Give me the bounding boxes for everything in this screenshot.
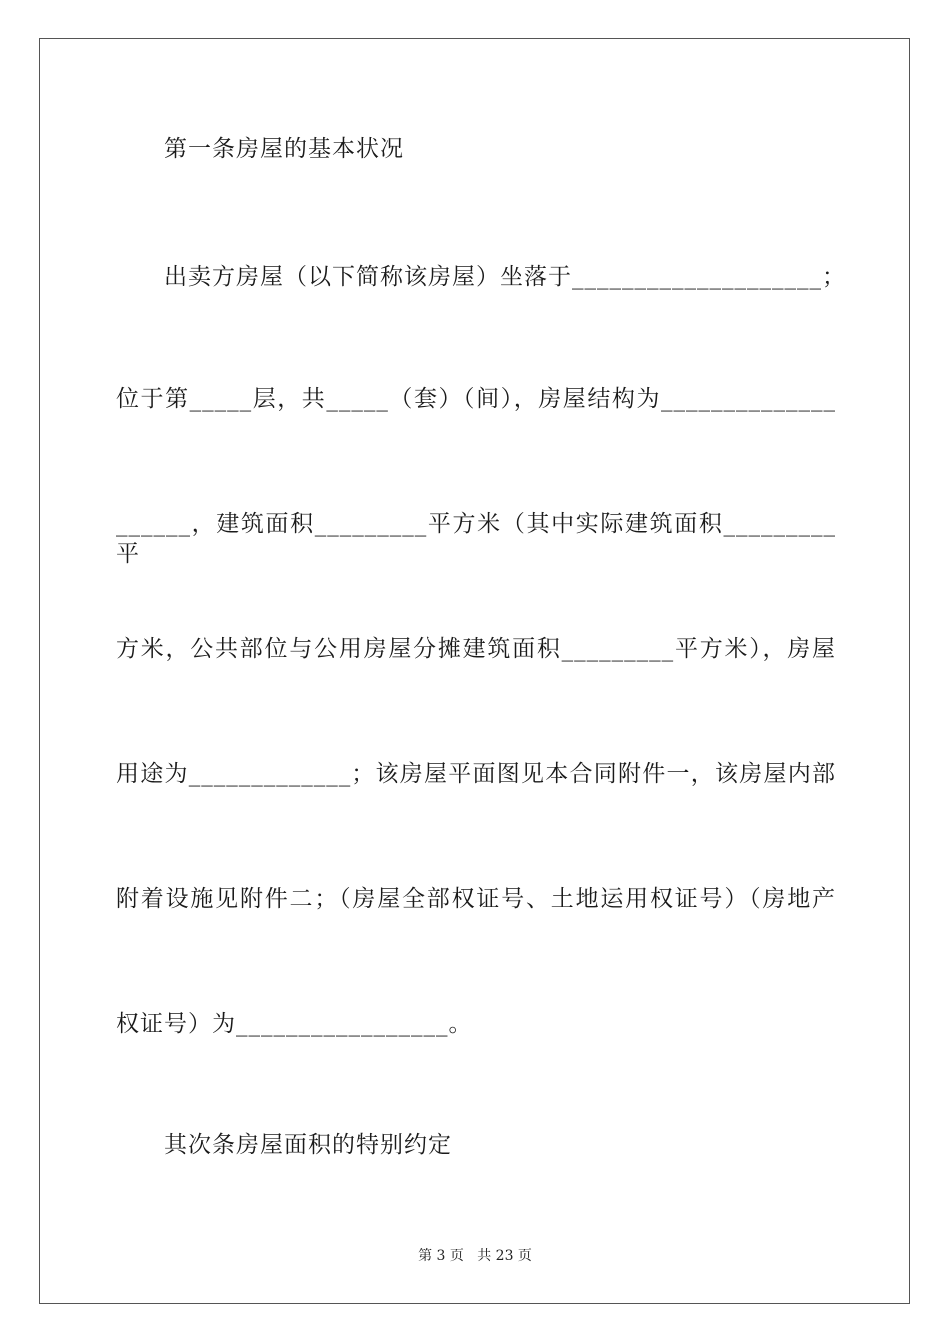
paragraph-line: 方米，公共部位与公用房屋分摊建筑面积_________平方米），房屋 [116, 636, 836, 662]
paragraph-line: 权证号）为_________________。 [116, 1011, 473, 1037]
section-heading-2: 其次条房屋面积的特别约定 [164, 1132, 452, 1158]
paragraph-line: 位于第_____层，共_____（套）（间），房屋结构为______________ [116, 386, 836, 412]
paragraph-line: 用途为_____________；该房屋平面图见本合同附件一，该房屋内部 [116, 761, 836, 787]
page-number-footer: 第 3 页 共 23 页 [418, 1248, 532, 1264]
paragraph-line: 附着设施见附件二；（房屋全部权证号、土地运用权证号）（房地产 [116, 886, 836, 912]
section-heading-1: 第一条房屋的基本状况 [164, 136, 404, 162]
page-border [39, 38, 910, 1304]
paragraph-line: 出卖方房屋（以下简称该房屋）坐落于____________________； [164, 264, 846, 290]
paragraph-line: ______，建筑面积_________平方米（其中实际建筑面积_________平 [116, 511, 836, 567]
